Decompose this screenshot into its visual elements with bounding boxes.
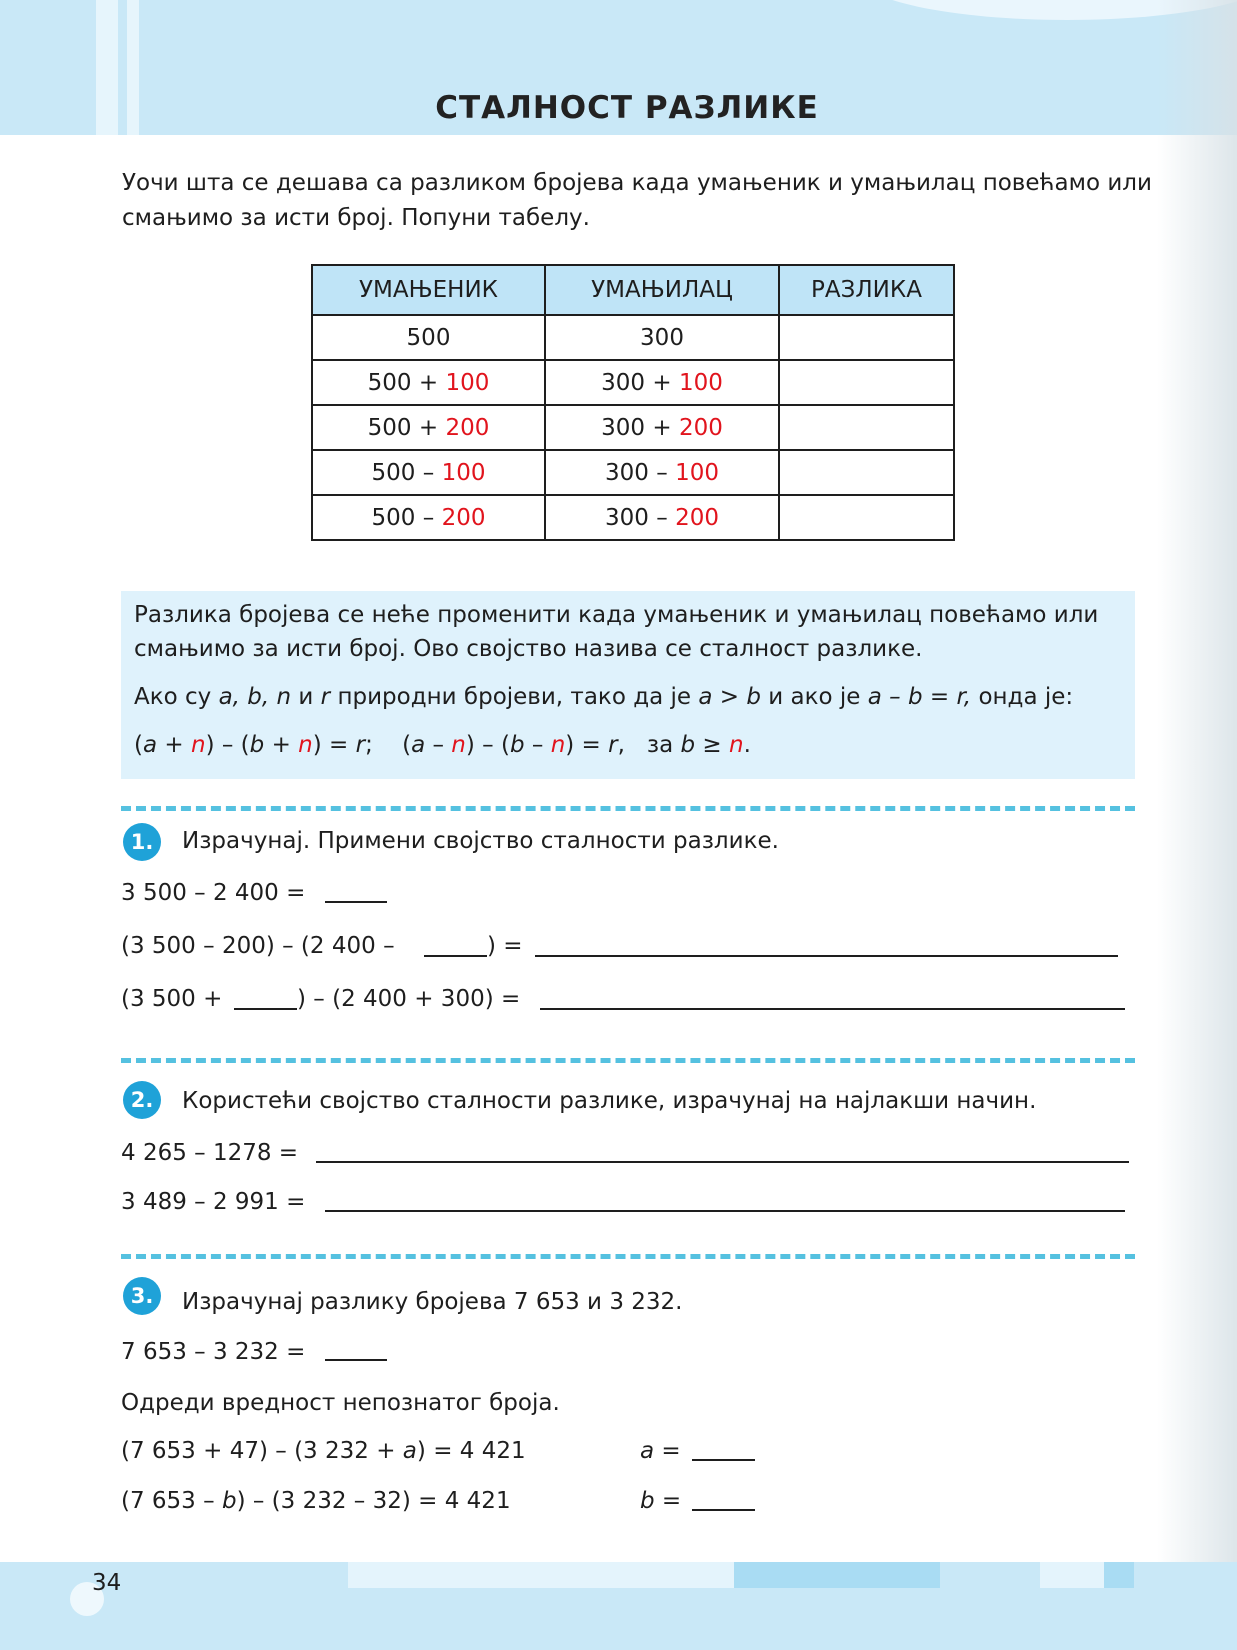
table-row — [312, 450, 954, 495]
answer-line[interactable] — [535, 955, 1118, 957]
section-divider — [121, 1058, 1135, 1063]
subtrahend-cell: 300 – 200 — [545, 495, 779, 540]
task3-instruction: Израчунај разлику бројева 7 653 и 3 232. — [182, 1289, 683, 1315]
difference-cell[interactable] — [779, 360, 954, 405]
task3-answer-b-label: b = — [640, 1488, 682, 1514]
answer-blank[interactable] — [325, 901, 387, 903]
subtrahend-cell: 300 + 100 — [545, 360, 779, 405]
footer-segment — [734, 1562, 940, 1588]
answer-blank[interactable] — [692, 1509, 755, 1511]
section-divider — [121, 806, 1135, 811]
table-row — [312, 315, 954, 360]
task3-equation-2: (7 653 + 47) – (3 232 + a) = 4 421 — [121, 1438, 526, 1464]
intro-line-2: смањимо за исти број. Попуни табелу. — [122, 205, 590, 231]
answer-line[interactable] — [540, 1008, 1125, 1010]
minuend-cell: 500 – 100 — [312, 450, 545, 495]
header-difference: РАЗЛИКА — [779, 265, 954, 315]
task3-answer-a-label: a = — [640, 1438, 681, 1464]
difference-cell[interactable] — [779, 495, 954, 540]
page-number: 34 — [92, 1570, 122, 1596]
rule-line-1: Разлика бројева се неће променити када умањеник и умањилац повећамо или — [134, 602, 1099, 628]
task1-equation-3-part-a: (3 500 + — [121, 986, 223, 1012]
subtrahend-cell: 300 – 100 — [545, 450, 779, 495]
task3-equation-1: 7 653 – 3 232 = — [121, 1339, 306, 1365]
table-row — [312, 405, 954, 450]
task3-instruction-2: Одреди вредност непознатог броја. — [121, 1390, 560, 1416]
footer-segment — [348, 1562, 734, 1588]
rule-line-2: смањимо за исти број. Ово својство назива се сталност разлике. — [134, 636, 923, 662]
minuend-cell: 500 — [312, 315, 545, 360]
task2-instruction: Користећи својство сталности разлике, израчунај на најлакши начин. — [182, 1088, 1037, 1114]
footer-segment — [1104, 1562, 1134, 1588]
minuend-cell: 500 + 100 — [312, 360, 545, 405]
task1-equation-3-part-b: ) – (2 400 + 300) = — [297, 986, 521, 1012]
difference-cell[interactable] — [779, 405, 954, 450]
task2-equation-2: 3 489 – 2 991 = — [121, 1189, 306, 1215]
difference-table — [311, 264, 955, 541]
rule-condition: Ако су a, b, n и r природни бројеви, тако да је a > b и ако је a – b = r, онда је: — [134, 684, 1074, 710]
task1-equation-1: 3 500 – 2 400 = — [121, 880, 306, 906]
task-number-badge: 3. — [123, 1277, 161, 1315]
header-subtrahend: УМАЊИЛАЦ — [545, 265, 779, 315]
task1-equation-2-part-a: (3 500 – 200) – (2 400 – — [121, 933, 395, 959]
intro-line-1: Уочи шта се дешава са разликом бројева када умањеник и умањилац повећамо или — [122, 170, 1152, 196]
page-title: СТАЛНОСТ РАЗЛИКЕ — [435, 90, 819, 126]
answer-line[interactable] — [325, 1210, 1125, 1212]
task3-equation-3: (7 653 – b) – (3 232 – 32) = 4 421 — [121, 1488, 511, 1514]
table-header-row — [312, 265, 954, 315]
answer-blank[interactable] — [424, 955, 487, 957]
answer-blank[interactable] — [325, 1359, 387, 1361]
table-row — [312, 360, 954, 405]
footer-segment — [1040, 1562, 1104, 1588]
section-divider — [121, 1254, 1135, 1259]
subtrahend-cell: 300 — [545, 315, 779, 360]
difference-cell[interactable] — [779, 315, 954, 360]
answer-blank[interactable] — [692, 1459, 755, 1461]
task1-equation-2-part-b: ) = — [487, 933, 523, 959]
rule-formula: (a + n) – (b + n) = r; (a – n) – (b – n) = r, за b ≥ n. — [134, 732, 751, 758]
header-minuend: УМАЊЕНИК — [312, 265, 545, 315]
task-number-badge: 1. — [123, 823, 161, 861]
task-number-badge: 2. — [123, 1081, 161, 1119]
task1-instruction: Израчунај. Примени својство сталности разлике. — [182, 828, 779, 854]
task2-equation-1: 4 265 – 1278 = — [121, 1140, 299, 1166]
table-row — [312, 495, 954, 540]
answer-blank[interactable] — [234, 1008, 297, 1010]
minuend-cell: 500 – 200 — [312, 495, 545, 540]
answer-line[interactable] — [316, 1161, 1129, 1163]
difference-cell[interactable] — [779, 450, 954, 495]
page-edge-shadow — [1157, 0, 1237, 1650]
minuend-cell: 500 + 200 — [312, 405, 545, 450]
subtrahend-cell: 300 + 200 — [545, 405, 779, 450]
